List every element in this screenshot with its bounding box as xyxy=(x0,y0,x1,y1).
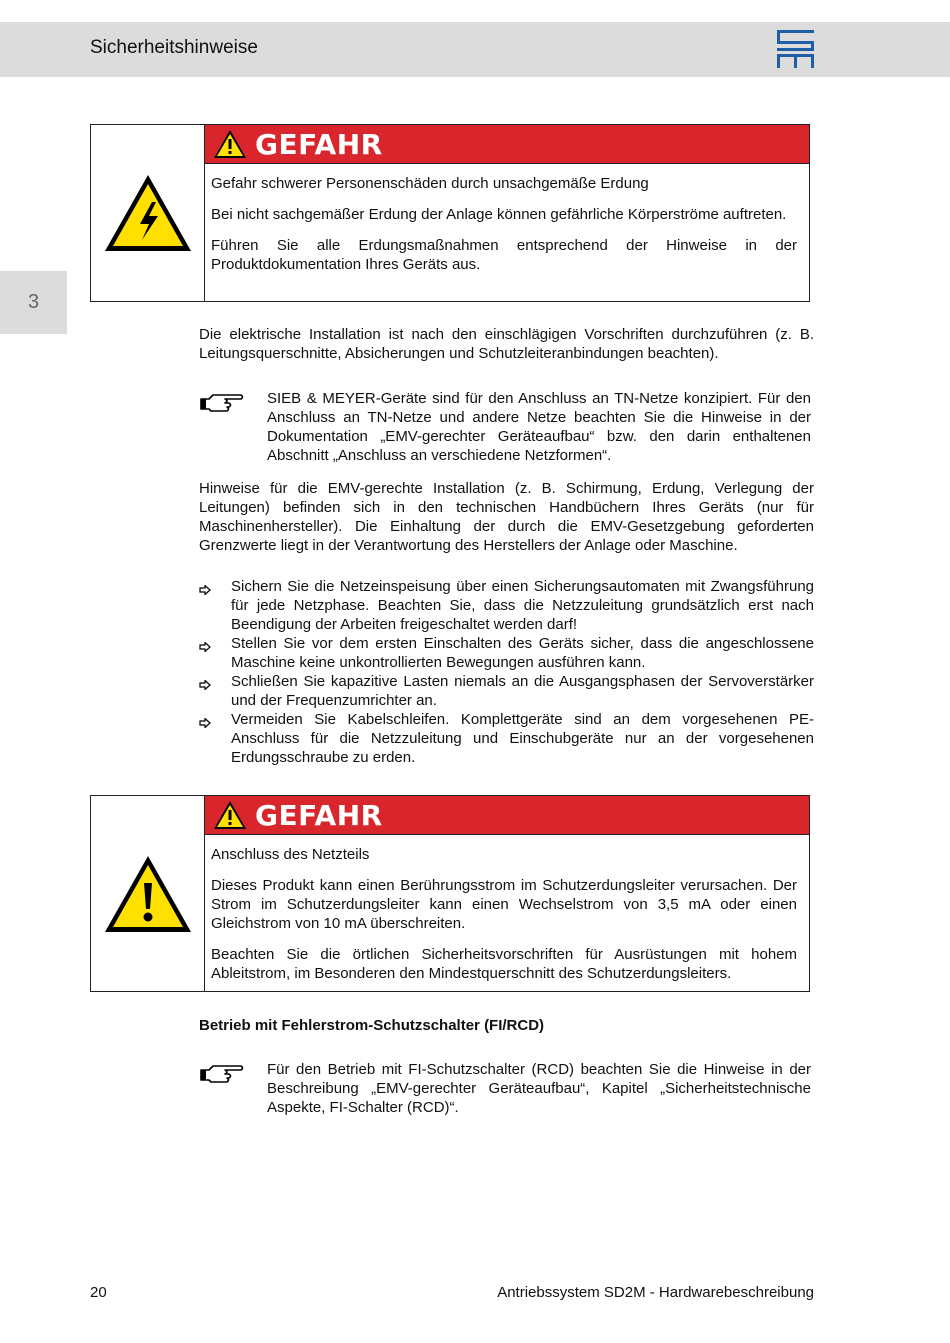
chapter-number-tab: 3 xyxy=(0,271,67,334)
note-text: Für den Betrieb mit FI-Schutzschalter (RCD) beachten Sie die Hinweise in der Beschreibung „EMV-gerechter Geräteaufbau“, Kapitel „Sicherheitstechnische Aspekte, FI-Schalter (RCD)“. xyxy=(267,1061,811,1116)
danger-icon-column xyxy=(91,125,205,301)
list-item xyxy=(199,577,814,634)
bullet-list xyxy=(199,577,814,767)
body-paragraph: Die elektrische Installation ist nach den einschlägigen Vorschriften durchzuführen (z. B. Leitungsquerschnitte, Absicherungen und Schutzleiteranbindungen beachten). xyxy=(199,326,814,362)
arrow-bullet-icon xyxy=(199,585,211,595)
danger-paragraph: Beachten Sie die örtlichen Sicherheitsvorschriften für Ausrüstungen mit hohem Ableitstrom, im Besonderen den Mindestquerschnitt des Schutzerdungsleiters. xyxy=(211,946,797,982)
arrow-bullet-icon xyxy=(199,642,211,652)
warning-triangle-icon xyxy=(213,800,247,830)
danger-label: GEFAHR xyxy=(255,798,383,832)
list-item xyxy=(199,634,814,672)
page-title: Sicherheitshinweise xyxy=(90,37,258,58)
danger-paragraph: Führen Sie alle Erdungsmaßnahmen entsprechend der Hinweise in der Produktdokumentation Ihres Geräts aus. xyxy=(211,237,797,273)
general-warning-icon xyxy=(102,853,194,935)
pointing-hand-icon xyxy=(199,391,245,417)
danger-header xyxy=(205,125,809,164)
document-title: Antriebssystem SD2M - Hardwarebeschreibung xyxy=(497,1284,814,1301)
warning-triangle-icon xyxy=(213,129,247,159)
danger-title: Gefahr schwerer Personenschäden durch unsachgemäße Erdung xyxy=(211,175,649,192)
danger-paragraph: Bei nicht sachgemäßer Erdung der Anlage können gefährliche Körperströme auftreten. xyxy=(211,206,787,223)
danger-notice-grounding xyxy=(90,124,810,302)
danger-label: GEFAHR xyxy=(255,127,383,161)
note-block xyxy=(199,1060,811,1117)
list-item-text: Stellen Sie vor dem ersten Einschalten des Geräts sicher, dass die angeschlossene Maschine keine unkontrollierten Bewegungen ausführen kann. xyxy=(231,635,814,671)
danger-header xyxy=(205,796,809,835)
arrow-bullet-icon xyxy=(199,680,211,690)
danger-paragraph: Dieses Produkt kann einen Berührungsstrom im Schutzerdungsleiter verursachen. Der Strom im Schutzerdungsleiter kann einen Wechselstrom von 3,5 mA oder einen Gleichstrom von 10 mA überschreiten. xyxy=(211,877,797,932)
list-item xyxy=(199,672,814,710)
section-subheading: Betrieb mit Fehlerstrom-Schutzschalter (FI/RCD) xyxy=(199,1017,545,1034)
list-item-text: Sichern Sie die Netzeinspeisung über einen Sicherungsautomaten mit Zwangsführung für jede Netzphase. Beachten Sie, dass die Netzzuleitung grundsätzlich erst nach Beendigung der Arbeiten freigeschaltet werden darf! xyxy=(231,578,814,633)
arrow-bullet-icon xyxy=(199,718,211,728)
company-logo xyxy=(777,30,814,68)
page-number: 20 xyxy=(90,1284,107,1301)
list-item-text: Vermeiden Sie Kabelschleifen. Komplettgeräte sind an dem vorgesehenen PE-Anschluss für die Netzzuleitung und Einschubgeräte nur an der vorgesehenen Erdungsschraube zu erden. xyxy=(231,711,814,766)
danger-icon-column xyxy=(91,796,205,991)
pointing-hand-icon xyxy=(199,1062,245,1088)
danger-title: Anschluss des Netzteils xyxy=(211,846,370,863)
high-voltage-warning-icon xyxy=(102,172,194,254)
note-text: SIEB & MEYER-Geräte sind für den Anschluss an TN-Netze konzipiert. Für den Anschluss an TN-Netze und andere Netze beachten Sie die Hinweise in der Dokumentation „EMV-gerechter Geräteaufbau“ bzw. den darin enthaltenen Abschnitt „Anschluss an verschiedene Netzformen“. xyxy=(267,390,811,464)
list-item xyxy=(199,710,814,767)
danger-notice-power-supply xyxy=(90,795,810,992)
list-item-text: Schließen Sie kapazitive Lasten niemals an die Ausgangsphasen der Servoverstärker und der Frequenzumrichter an. xyxy=(231,673,814,709)
note-block xyxy=(199,389,811,465)
body-paragraph: Hinweise für die EMV-gerechte Installation (z. B. Schirmung, Erdung, Verlegung der Leitungen) befinden sich in den technischen Handbüchern Ihres Geräts (nur für Maschinenhersteller). Die Einhaltung der durch die EMV-Gesetzgebung geforderten Grenzwerte liegt in der Verantwortung des Herstellers der Anlage oder Maschine. xyxy=(199,480,814,554)
